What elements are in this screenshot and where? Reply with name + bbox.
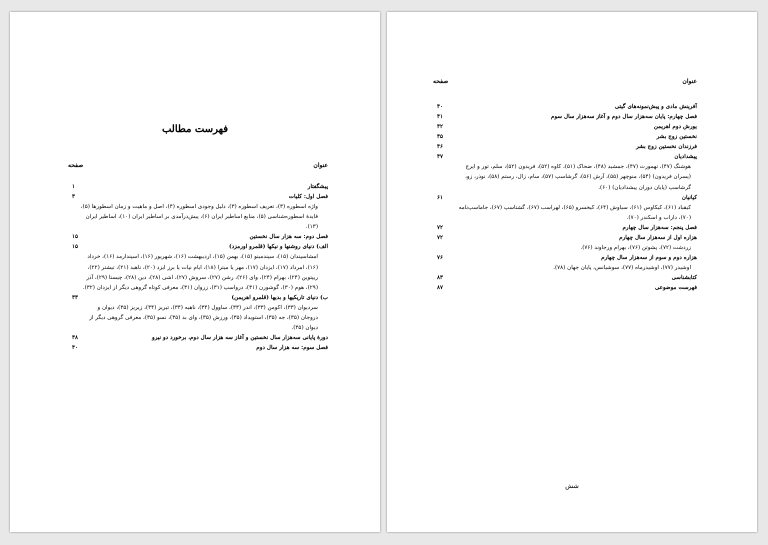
toc-entry-title: سردیوان (۳۳)، اکومن (۳۳)، اندر (۳۳)، ساوول (۳۴)، ناهیه (۳۴)، تیریز (۳۴)، زیریز (۳۵)، دیوان و دروجان (۳۵)، جه (۳۵)، استویداد (۳۵)، ورزش (۳۵)، وای بد (۳۵)، نسو (۳۵)، معرفی گروهی دیگر از دیوان (۳۵). [89, 304, 318, 331]
toc-entry [387, 122, 757, 132]
toc-entry-title: الف) دنیای روشنها و نیکها (قلمرو اورمزد) [229, 244, 328, 251]
page-column-header: صفحه [433, 78, 449, 85]
toc-entry [387, 223, 757, 233]
toc-entry-title: پیشگفتار [307, 184, 328, 190]
toc-entry-page: ۴۵ [437, 134, 444, 141]
toc-description [10, 252, 380, 292]
toc-entry-title: هزاره اول از سه‌هزار سال چهارم [619, 234, 697, 241]
toc-entry-page: ۸۳ [437, 275, 444, 282]
toc-entry [387, 273, 757, 283]
toc-entry-page: ۴۷ [437, 154, 444, 161]
toc-entry [10, 232, 380, 242]
toc-entry-title: کیانیان [681, 194, 697, 201]
toc-description [10, 202, 380, 232]
toc-entry [10, 192, 380, 202]
toc-entry-title: فصل پنجم: سه‌هزار سال چهارم [622, 224, 697, 231]
toc-entry-title: هوشنگ (۴۷)، تهمورث (۴۷)، جمشید (۴۸)، ضحاک (۵۱)، کاوه (۵۲)، فریدون (۵۲)، سلم، تور و ایرج (پسران فریدون) (۵۴)، منوچهر (۵۵)، آرش (۵۶)، گرشاسپ (۵۷)، سام، زال، رستم (۵۸)، نوذر، زو، گرشاسپ (پایان دوران پیشدادیان) (۶۰). [465, 164, 691, 191]
toc-list [387, 102, 757, 293]
toc-entry [387, 102, 757, 112]
toc-entry-page: ۳۸ [72, 334, 79, 341]
toc-entry-page: ۴۲ [437, 124, 444, 131]
toc-entry [387, 152, 757, 162]
toc-entry [387, 112, 757, 122]
toc-entry-title: یورش دوم اهریمن [653, 124, 697, 131]
toc-entry-page: ۷۲ [437, 224, 444, 231]
toc-entry-title: فهرست موضوعی [655, 285, 697, 292]
toc-header-row [68, 162, 328, 169]
toc-entry [387, 132, 757, 142]
title-column-header: عنوان [313, 162, 328, 169]
toc-entry [387, 253, 757, 263]
title-column-header: عنوان [682, 78, 697, 85]
toc-entry-page: ۱ [72, 184, 76, 190]
right-page [387, 12, 757, 532]
toc-entry-title: آفرینش مادی و پیش‌نمونه‌های گیتی [614, 104, 697, 110]
toc-entry [10, 293, 380, 303]
toc-entry-title: زردشت (۷۲)، پشوتن (۷۶)، بهرام ورجاوند (۷۶). [580, 244, 691, 251]
toc-entry-title: ب) دنیای تاریکیها و بدیها (قلمرو اهریمن) [231, 294, 328, 301]
toc-entry-title: نخستین زوج بشر [656, 134, 697, 141]
toc-description [387, 162, 757, 192]
toc-entry [387, 283, 757, 293]
toc-entry-page: ۳ [72, 194, 76, 201]
toc-entry [387, 142, 757, 152]
toc-entry [387, 193, 757, 203]
toc-entry-page: ۸۷ [437, 285, 444, 292]
toc-entry-title: فصل سوم: سه هزار سال دوم [256, 345, 328, 351]
toc-description [10, 303, 380, 333]
toc-entry [387, 233, 757, 243]
toc-description [387, 263, 757, 273]
toc-header-row [433, 78, 697, 85]
toc-entry [10, 343, 380, 353]
toc-entry-page: ۶۱ [437, 194, 444, 201]
toc-entry-title: کیقباد (۶۱)، کیکاوس (۶۱)، سیاوش (۶۴)، کیخسرو (۶۵)، لهراسب (۶۷)، گشتاسپ (۶۷)، جاماسپ‌نامه (۷۰)، داراب و اسکندر (۷۰). [458, 204, 691, 221]
toc-entry-title: اوشیدر (۷۷)، اوشیدرماه (۷۷)، سوشیانس، پایان جهان (۷۸). [553, 265, 691, 271]
toc-entry [10, 242, 380, 252]
toc-description [387, 203, 757, 223]
toc-entry-page: ۱۵ [72, 234, 79, 241]
left-page [10, 12, 380, 532]
toc-entry-page: ۴۱ [437, 114, 444, 121]
toc-entry [10, 182, 380, 192]
toc-entry-title: امشاسپندان (۱۵)، سپندمینو (۱۵)، بهمن (۱۵)، اردیبهشت (۱۶)، شهریور (۱۶)، اسپندارمد (۱۶)، خرداد (۱۶)، امرداد (۱۷)، ایزدان (۱۷)، مهر یا میترا (۱۸)، ایام نپات یا برز ایزد (۲۰)، ناهید (۲۱)، تیشتر (۲۲)، ریپتوین (۲۴)، بهرام (۲۴)، وای (۲۶)، رشن (۲۷)، سروش (۲۷)، اشی (۲۸)، دین (۲۸)، چیستا (۲۹)، آذر (۲۹)، هوم (۳۰)، گوشورن (۳۱)، درواسپ (۳۱)، زروان (۳۱)، معرفی کوتاه گروهی دیگر از ایزدان (۳۲). [82, 254, 318, 291]
toc-entry-title: واژه اسطوره (۳)، تعریف اسطوره (۳)، دلیل وجودی اسطوره (۴)، اصل و ماهیت و زمان اسطورها (۵)، فایدهٔ اسطوره‌شناسی (۵)، منابع اساطیر ایران (۶)، پیش‌درآمدی بر اساطیر ایران (۱۰)، اساطیر ایران (۱۳). [80, 204, 318, 231]
page-column-header: صفحه [68, 162, 84, 169]
toc-entry-page: ۴۰ [437, 104, 444, 110]
toc-entry-title: دورهٔ پایانی سه‌هزار سال نخستین و آغاز سه هزار سال دوم، برخورد دو نیرو [152, 334, 328, 341]
toc-entry-title: فصل اول: کلیات [288, 194, 328, 201]
toc-entry-page: ۴۶ [437, 144, 444, 151]
toc-description [387, 243, 757, 253]
toc-entry-page: ۷۶ [437, 254, 444, 261]
toc-list [10, 182, 380, 353]
toc-entry-page: ۷۲ [437, 234, 444, 241]
toc-entry-title: هزاره دوم و سوم از سه‌هزار سال چهارم [601, 254, 697, 261]
toc-entry-page: ۱۵ [72, 244, 79, 251]
toc-entry-title: فصل چهارم: پایان سه‌هزار سال دوم و آغاز سه‌هزار سال سوم [551, 114, 697, 121]
toc-entry [10, 333, 380, 343]
toc-entry-page: ۴۰ [72, 345, 79, 351]
toc-entry-title: فرزندان نخستین زوج بشر [636, 144, 697, 151]
toc-entry-title: فصل دوم: سه هزار سال نخستین [249, 234, 328, 241]
toc-entry-title: پیشدادیان [674, 154, 697, 161]
page-number-footer: شش [565, 482, 579, 490]
toc-entry-page: ۳۳ [72, 294, 79, 301]
toc-title: فهرست مطالب [161, 124, 229, 135]
toc-entry-title: کتابشناسی [671, 275, 697, 282]
